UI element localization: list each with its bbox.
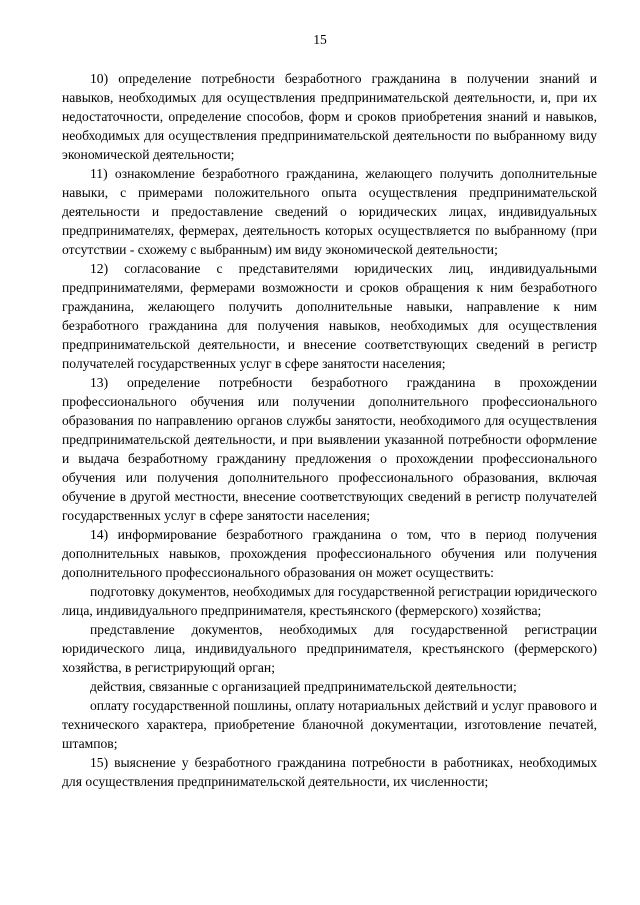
paragraph-subitem-organization: действия, связанные с организацией предпринимательской деятельности; [90, 679, 517, 694]
paragraph-item-10: 10) определение потребности безработного гражданина в получении знаний и навыков, необходимых для осуществления предпринимательской деятельности, и, при их недостаточности, определение способов, форм и сроков приобретения знаний и навыков, необходимых для осуществления предпринимательской деятельности по выбранному виду экономической деятельности; [62, 71, 597, 162]
paragraph-subitem-submit-docs: представление документов, необходимых для государственной регистрации юридического лица, индивидуального предпринимателя, крестьянского (фермерского) хозяйства, в регистрирующий орган; [62, 622, 597, 675]
paragraph-subitem-registration-docs: подготовку документов, необходимых для государственной регистрации юридического лица, индивидуального предпринимателя, крестьянского (фермерского) хозяйства; [62, 584, 597, 618]
paragraph-item-11: 11) ознакомление безработного гражданина, желающего получить дополнительные навыки, с примерами положительного опыта осуществления предпринимательской деятельности и предоставление сведений о юридических лицах, индивидуальных предпринимателях, фермерах, деятельность которых осуществляется по выбранному (при отсутствии - схожему с выбранным) им виду экономической деятельности; [62, 166, 597, 257]
document-body [62, 69, 597, 791]
paragraph-item-13: 13) определение потребности безработного гражданина в прохождении профессионального обучения или получении дополнительного профессионального образования по направлению органов службы занятости, необходимого для осуществления предпринимательской деятельности, и при выявлении указанной потребности оформление и выдача безработному гражданину предложения о прохождении профессионального обучения или получения дополнительного профессионального образования, включая обучение в другой местности, внесение соответствующих сведений в регистр получателей государственных услуг в сфере занятости населения; [62, 375, 597, 523]
paragraph-item-12: 12) согласование с представителями юридических лиц, индивидуальными предпринимателями, фермерами возможности и сроков обращения к ним безработного гражданина, желающего получить дополнительные навыки, направление к ним безработного гражданина для получения навыков, необходимых для осуществления предпринимательской деятельности, и внесение соответствующих сведений в регистр получателей государственных услуг в сфере занятости населения; [62, 261, 597, 371]
paragraph-item-15: 15) выяснение у безработного гражданина потребности в работниках, необходимых для осуществления предпринимательской деятельности, их численности; [62, 755, 597, 789]
paragraph-subitem-payments: оплату государственной пошлины, оплату нотариальных действий и услуг правового и технического характера, приобретение бланочной документации, изготовление печатей, штампов; [62, 698, 597, 751]
paragraph-item-14: 14) информирование безработного гражданина о том, что в период получения дополнительных навыков, прохождения профессионального обучения или получения дополнительного профессионального образования он может осуществить: [62, 527, 597, 580]
page-number: 15 [313, 32, 327, 47]
